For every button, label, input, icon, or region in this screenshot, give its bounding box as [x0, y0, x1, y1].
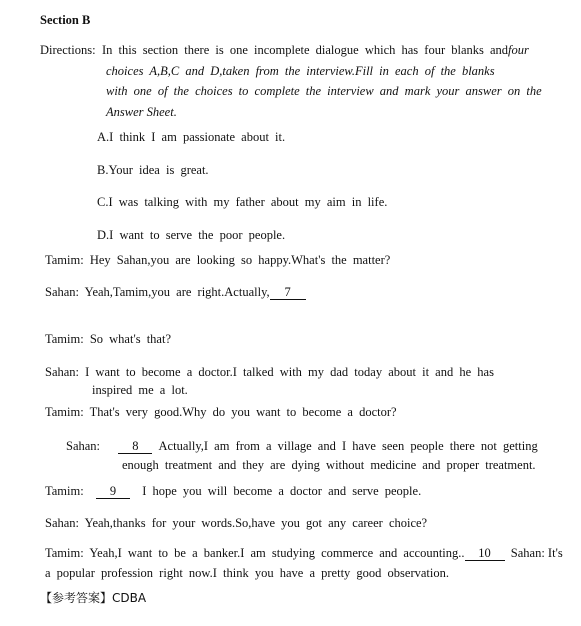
blank-7: 7: [270, 285, 306, 300]
dialogue-text: Sahan: It's: [510, 546, 563, 560]
blank-9: 9: [96, 484, 130, 499]
dialogue-line-6-cont: enough treatment and they are dying without medicine and proper treatment.: [122, 458, 536, 472]
option-letter: D.: [97, 228, 110, 242]
directions-line-1: [102, 42, 529, 58]
option-text: Your idea is great.: [108, 163, 209, 177]
blank-8: 8: [118, 439, 152, 454]
option-a: [97, 129, 285, 145]
option-letter: A.: [97, 130, 110, 144]
dialogue-text: I hope you will become a doctor and serve people.: [142, 484, 422, 498]
dialogue-line-2: [45, 284, 306, 300]
dialogue-text: Sahan:: [66, 439, 101, 453]
dialogue-text: Actually,I am from a village and I have seen people there not getting: [158, 439, 538, 453]
dialogue-line-3: Tamim: So what's that?: [45, 332, 171, 346]
section-title: Section B: [40, 13, 91, 27]
answer-key: 【参考答案】CDBA: [40, 591, 147, 605]
dialogue-text: Tamim:: [45, 484, 84, 498]
option-d: [97, 227, 285, 243]
option-text: I was talking with my father about my aim in life.: [108, 195, 388, 209]
option-letter: C.: [97, 195, 109, 209]
directions-label: Directions:: [40, 43, 96, 57]
dialogue-text: Sahan: Yeah,Tamim,you are right.Actually,: [45, 285, 270, 299]
directions-line-1-text: In this section there is one incomplete dialogue which has four blanks and: [102, 43, 509, 57]
option-b: [97, 162, 209, 178]
dialogue-text: Tamim: Yeah,I want to be a banker.I am studying commerce and accounting..: [45, 546, 465, 560]
dialogue-line-4: Sahan: I want to become a doctor.I talked with my dad today about it and he has: [45, 365, 494, 379]
option-text: I want to serve the poor people.: [109, 228, 286, 242]
directions-line-4: Answer Sheet.: [106, 105, 177, 119]
dialogue-line-7: [45, 483, 421, 499]
dialogue-line-5: Tamim: That's very good.Why do you want to become a doctor?: [45, 405, 397, 419]
option-c: [97, 194, 387, 210]
dialogue-line-8: Sahan: Yeah,thanks for your words.So,have you got any career choice?: [45, 516, 428, 530]
directions-line-3: with one of the choices to complete the interview and mark your answer on the: [106, 84, 542, 98]
option-text: I think I am passionate about it.: [109, 130, 286, 144]
dialogue-line-9-cont: a popular profession right now.I think you have a pretty good observation.: [45, 566, 449, 580]
dialogue-line-9: [45, 545, 563, 561]
dialogue-line-6: [66, 438, 538, 454]
directions-line-2: choices A,B,C and D,taken from the interview.Fill in each of the blanks: [106, 64, 495, 78]
dialogue-line-4-cont: inspired me a lot.: [92, 383, 188, 397]
option-letter: B.: [97, 163, 109, 177]
blank-10: 10: [465, 546, 505, 561]
dialogue-line-1: Tamim: Hey Sahan,you are looking so happy.What's the matter?: [45, 253, 391, 267]
directions-line-1-italic: four: [508, 43, 529, 57]
